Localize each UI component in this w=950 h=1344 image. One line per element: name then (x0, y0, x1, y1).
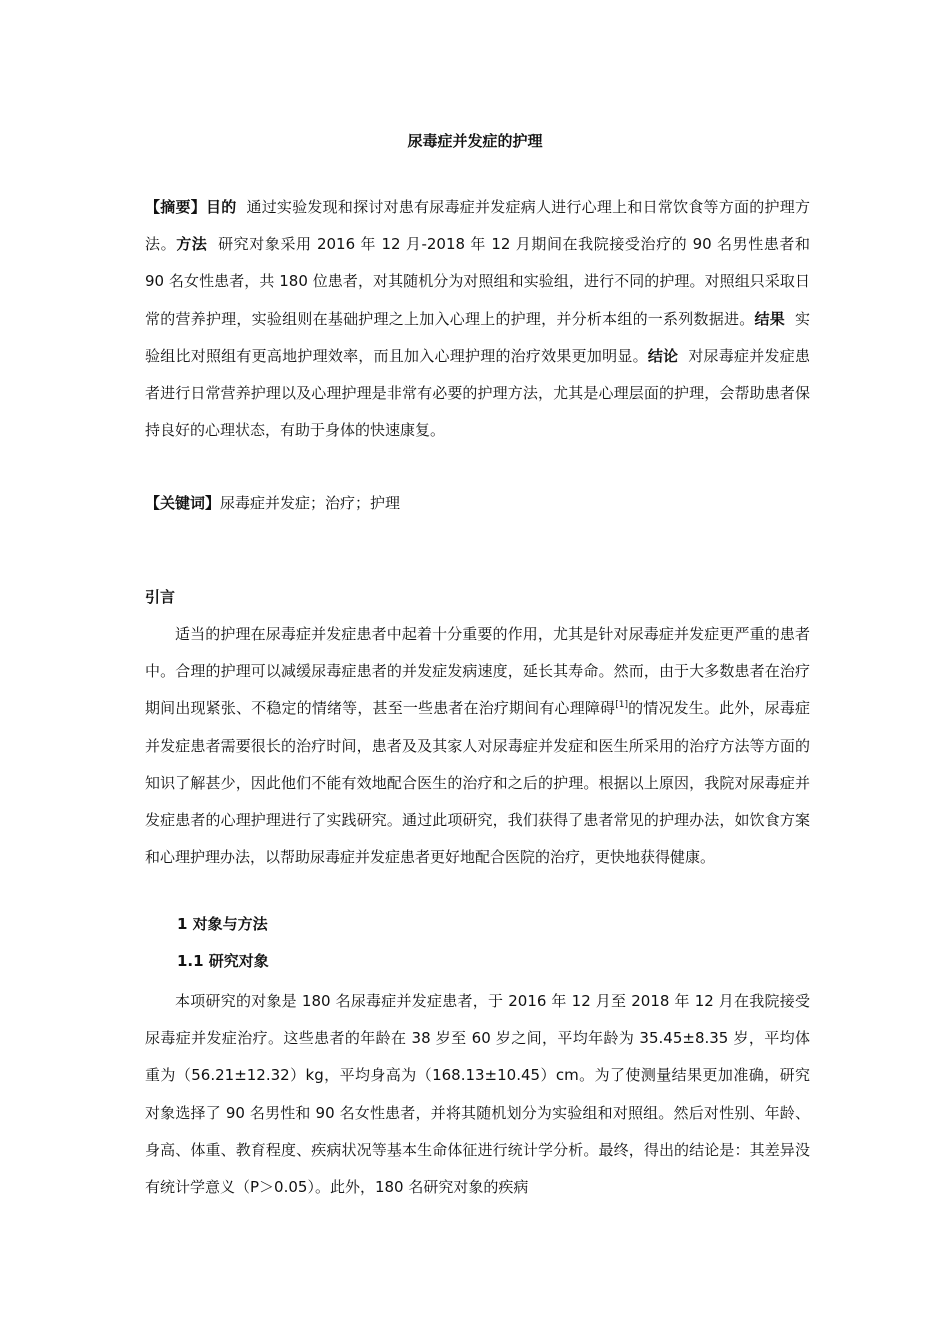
purpose-label: 目的 (205, 198, 237, 216)
keywords-text: 尿毒症并发症；治疗；护理 (220, 494, 401, 512)
citation-ref[interactable]: [1] (615, 700, 628, 711)
subsection-heading-1-1: 1.1 研究对象 (177, 952, 269, 970)
intro-text-part2: 的情况发生。此外，尿毒症并发症患者需要很长的治疗时间，患者及及其家人对尿毒症并发症和医生所采用的治疗方法等方面的知识了解甚少，因此他们不能有效地配合医生的治疗和之后的护理。根据以上原因，我院对尿毒症并发症患者的心理护理进行了实践研究。通过此项研究，我们获得了患者常见的护理办法，如饮食方案和心理护理办法，以帮助尿毒症并发症患者更好地配合医院的治疗，更快地获得健康。 (145, 699, 810, 867)
keywords-label: 【关键词】 (145, 494, 221, 512)
subsection-paragraph: 本项研究的对象是 180 名尿毒症并发症患者，于 2016 年 12 月至 2018 年 12 月在我院接受尿毒症并发症治疗。这些患者的年龄在 38 岁至 60 岁之间，平均年龄为 35.45±8.35 岁，平均体重为（56.21±12.32）kg，平均身高为（168.13±10.45）cm。为了使测量结果更加准确，研究对象选择了 90 名男性和 90 名女性患者，并将其随机划分为实验组和对照组。然后对性别、年龄、身高、体重、教育程度、疾病状况等基本生命体征进行统计学分析。最终，得出的结论是：其差异没有统计学意义（P＞0.05）。此外，180 名研究对象的疾病 (145, 992, 810, 1197)
keywords-line (145, 485, 810, 522)
intro-paragraph (145, 616, 810, 876)
result-label: 结果 (754, 309, 785, 328)
paper-title: 尿毒症并发症的护理 (407, 132, 543, 150)
section-heading-1: 1 对象与方法 (177, 915, 268, 933)
abstract-label: 【摘要】 (145, 198, 206, 216)
conclusion-text: 对尿毒症并发症患者进行日常营养护理以及心理护理是非常有必要的护理方法，尤其是心理层面的护理，会帮助患者保持良好的心理状态，有助于身体的快速康复。 (145, 346, 810, 440)
purpose-text: 通过实验发现和探讨对患有尿毒症并发症病人进行心理上和日常饮食等方面的护理方法。 (145, 198, 810, 254)
intro-heading: 引言 (145, 588, 176, 606)
result-text: 实验组比对照组有更高地护理效率，而且加入心理护理的治疗效果更加明显。 (145, 309, 810, 365)
intro-text-part1: 适当的护理在尿毒症并发症患者中起着十分重要的作用，尤其是针对尿毒症并发症更严重的患者中。合理的护理可以减缓尿毒症患者的并发症发病速度，延长其寿命。然而，由于大多数患者在治疗期间出现紧张、不稳定的情绪等，甚至一些患者在治疗期间有心理障碍 (145, 625, 810, 718)
abstract-paragraph (145, 189, 810, 449)
method-label: 方法 (176, 235, 208, 254)
conclusion-label: 结论 (647, 346, 679, 365)
method-text: 研究对象采用 2016 年 12 月-2018 年 12 月期间在我院接受治疗的 90 名男性患者和 90 名女性患者，共 180 位患者，对其随机分为对照组和实验组，进行不同的护理。对照组只采取日常的营养护理，实验组则在基础护理之上加入心理上的护理，并分析本组的一系列数据进。 (145, 235, 810, 328)
